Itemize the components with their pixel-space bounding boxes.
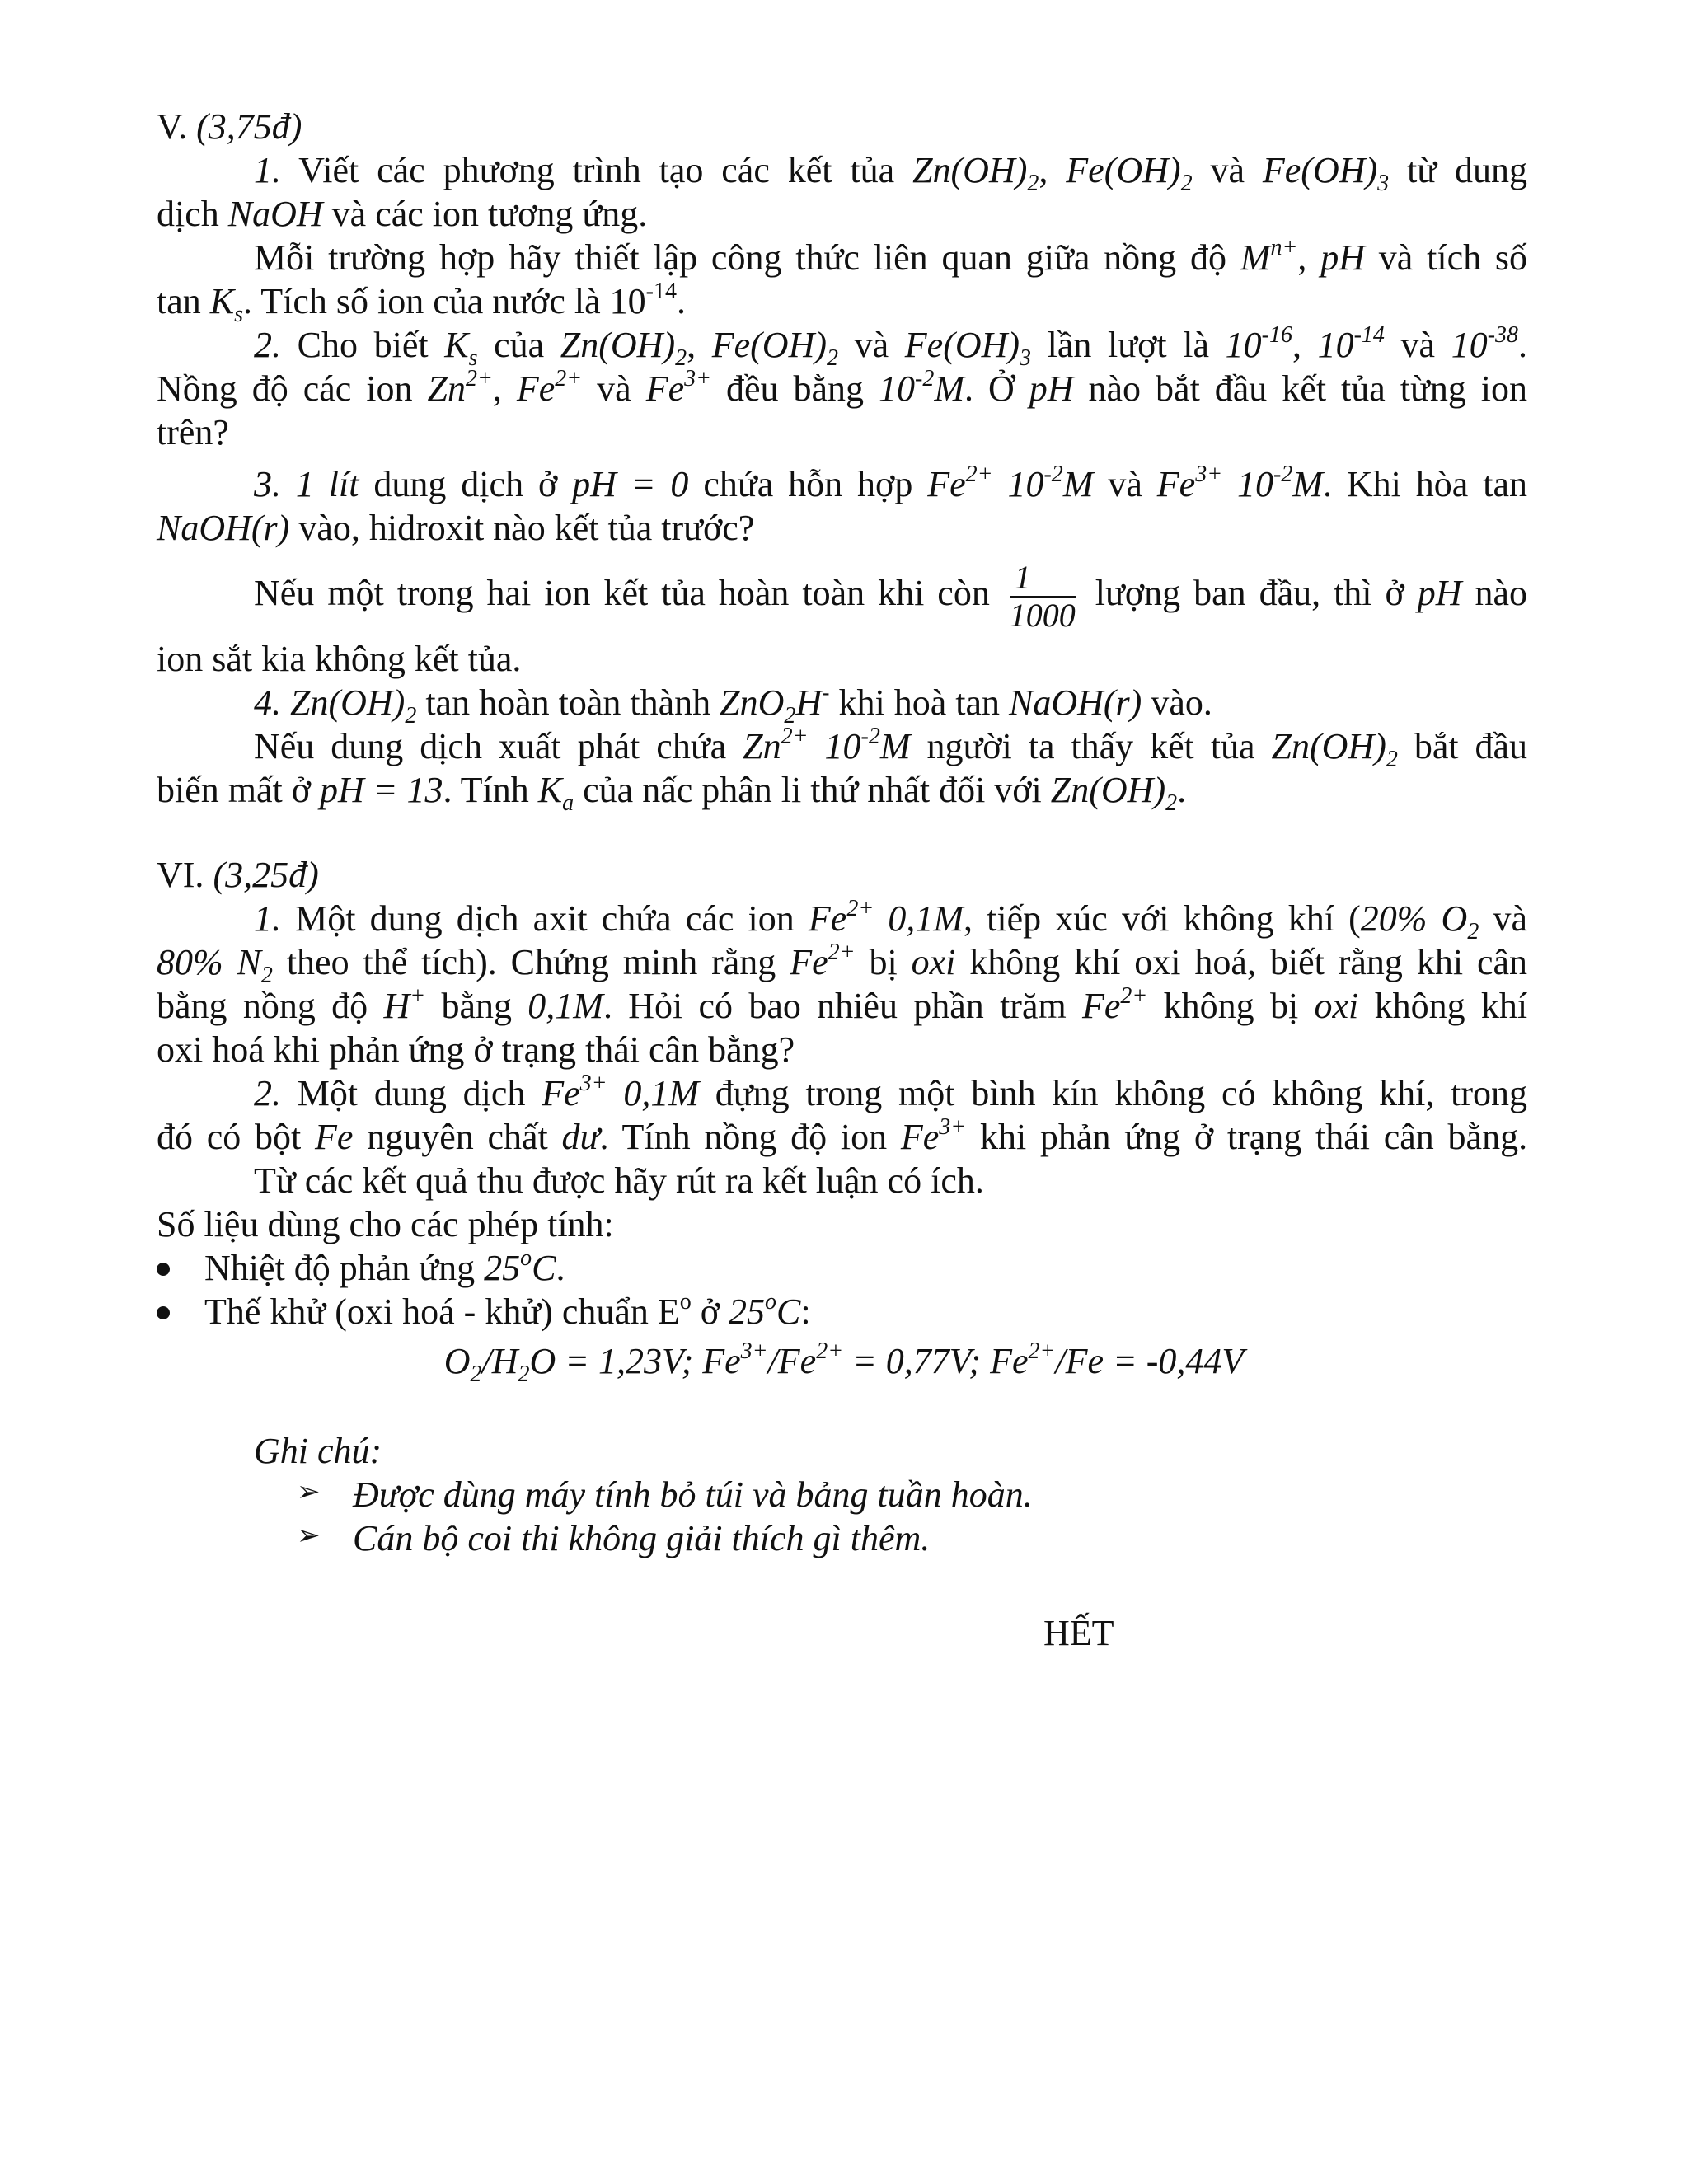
note-item: Cán bộ coi thi không giải thích gì thêm. (353, 1518, 931, 1558)
section-v-heading: V. (3,75đ) (157, 106, 302, 147)
end-marker: HẾT (1043, 1613, 1114, 1653)
section-v-q2-line1: 2. Cho biết $K_s$ của $Zn(OH)_2$, $Fe(OH)_2$ và $Fe(OH)_3$ lần lượt là $10^{-16}$, $10^{-14}$ và $10^{-38}$. (254, 322, 1528, 371)
section-v-q3-line3: Nếu một trong hai ion kết tủa hoàn toàn khi còn $\frac{1}{1000}$ lượng ban đầu, thì ở pH nào (254, 558, 1527, 634)
arrow-bullet-icon (297, 1475, 321, 1508)
section-vi-q2-line2: đó có bột Fe nguyên chất dư. Tính nồng độ ion $Fe^{3+}$ khi phản ứng ở trạng thái cân bằng. (157, 1114, 1528, 1157)
bullet-icon (157, 1291, 181, 1324)
bullet-icon (157, 1248, 181, 1281)
data-heading: Số liệu dùng cho các phép tính: (157, 1204, 614, 1244)
section-vi-q1-line3: bằng nồng độ H+ bằng 0,1M. Hỏi có bao nhiêu phần trăm $Fe^{2+}$ không bị oxi không khí (157, 983, 1528, 1026)
section-v-q4-line2: Nếu dung dịch xuất phát chứa $Zn^{2+}$ $10^{-2}M$ người ta thấy kết tủa $Zn(OH)_2$ bắt đầu (254, 724, 1528, 772)
section-vi-heading: VI. (3,25đ) (157, 855, 319, 895)
section-v-q4-line3: biến mất ở pH = 13. Tính $K_a$ của nấc phân li thứ nhất đối với $Zn(OH)_2$. (157, 770, 1187, 816)
bullet-potential: Thế khử (oxi hoá - khử) chuẩn $E^o$ ở 25$^o$C: (204, 1289, 811, 1332)
section-v-q3-line4: ion sắt kia không kết tủa. (157, 639, 522, 679)
standard-potentials: $O_2/H_2O = 1,23V$; $Fe^{3+}/Fe^{2+} = 0,77V$; $Fe^{2+}/Fe = -0,44V$ (443, 1338, 1245, 1387)
section-vi-q1-line1: 1. Một dung dịch axit chứa các ion $Fe^{2+}$ 0,1M, tiếp xúc với không khí (20% $O_2$ và (254, 896, 1527, 944)
section-v-q4-line1: 4. $Zn(OH)_2$ tan hoàn toàn thành ZnO$_2$H- khi hoà tan NaOH(r) vào. (254, 680, 1212, 729)
note-item: Được dùng máy tính bỏ túi và bảng tuần hoàn. (353, 1474, 1033, 1515)
section-v-q3-line2: NaOH(r) vào, hidroxit nào kết tủa trước? (157, 508, 755, 548)
notes-heading: Ghi chú: (254, 1431, 382, 1471)
section-v-q1-line1: 1. Viết các phương trình tạo các kết tủa $Zn(OH)_2$, $Fe(OH)_2$ và $Fe(OH)_3$ từ dung (254, 150, 1528, 196)
section-vi-q2-line1: 2. Một dung dịch $Fe^{3+}$ 0,1M đựng trong một bình kín không có không khí, trong (254, 1071, 1527, 1113)
section-v-q1-line4: $\tan K_s$. Tích số ion của nước là $10^{-14}$. (157, 279, 686, 327)
arrow-bullet-icon (297, 1519, 321, 1552)
section-v-q3-line1: 3. 1 lít dung dịch ở pH = 0 chứa hỗn hợp $Fe^{2+}$ $10^{-2}M$ và $Fe^{3+}$ $10^{-2}M$. Khi hòa tan (254, 462, 1527, 504)
section-v-q2-line3: trên? (157, 412, 229, 452)
section-vi-q2-line3: Từ các kết quả thu được hãy rút ra kết luận có ích. (254, 1160, 984, 1201)
section-v-q2-line2: Nồng độ các ion $Zn^{2+}$, $Fe^{2+}$ và $Fe^{3+}$ đều bằng $10^{-2}M$. Ở pH nào bắt đầu kết tủa từng ion (157, 366, 1528, 409)
section-v-q1-line2: dịch NaOH và các ion tương ứng. (157, 194, 648, 234)
bullet-temperature: Nhiệt độ phản ứng 25$^o$C. (204, 1245, 565, 1288)
section-vi-q1-line4: oxi hoá khi phản ứng ở trạng thái cân bằng? (157, 1029, 795, 1070)
section-v-q1-line3: Mỗi trường hợp hãy thiết lập công thức liên quan giữa nồng độ $M^{n+}$, pH và tích số (254, 235, 1528, 278)
fraction: $\frac{1}{1000}$ (1009, 558, 1076, 634)
section-vi-q1-line2: 80% $N_2$ theo thể tích). Chứng minh rằng $Fe^{2+}$ bị oxi không khí oxi hoá, biết rằng khi cân (157, 940, 1528, 988)
